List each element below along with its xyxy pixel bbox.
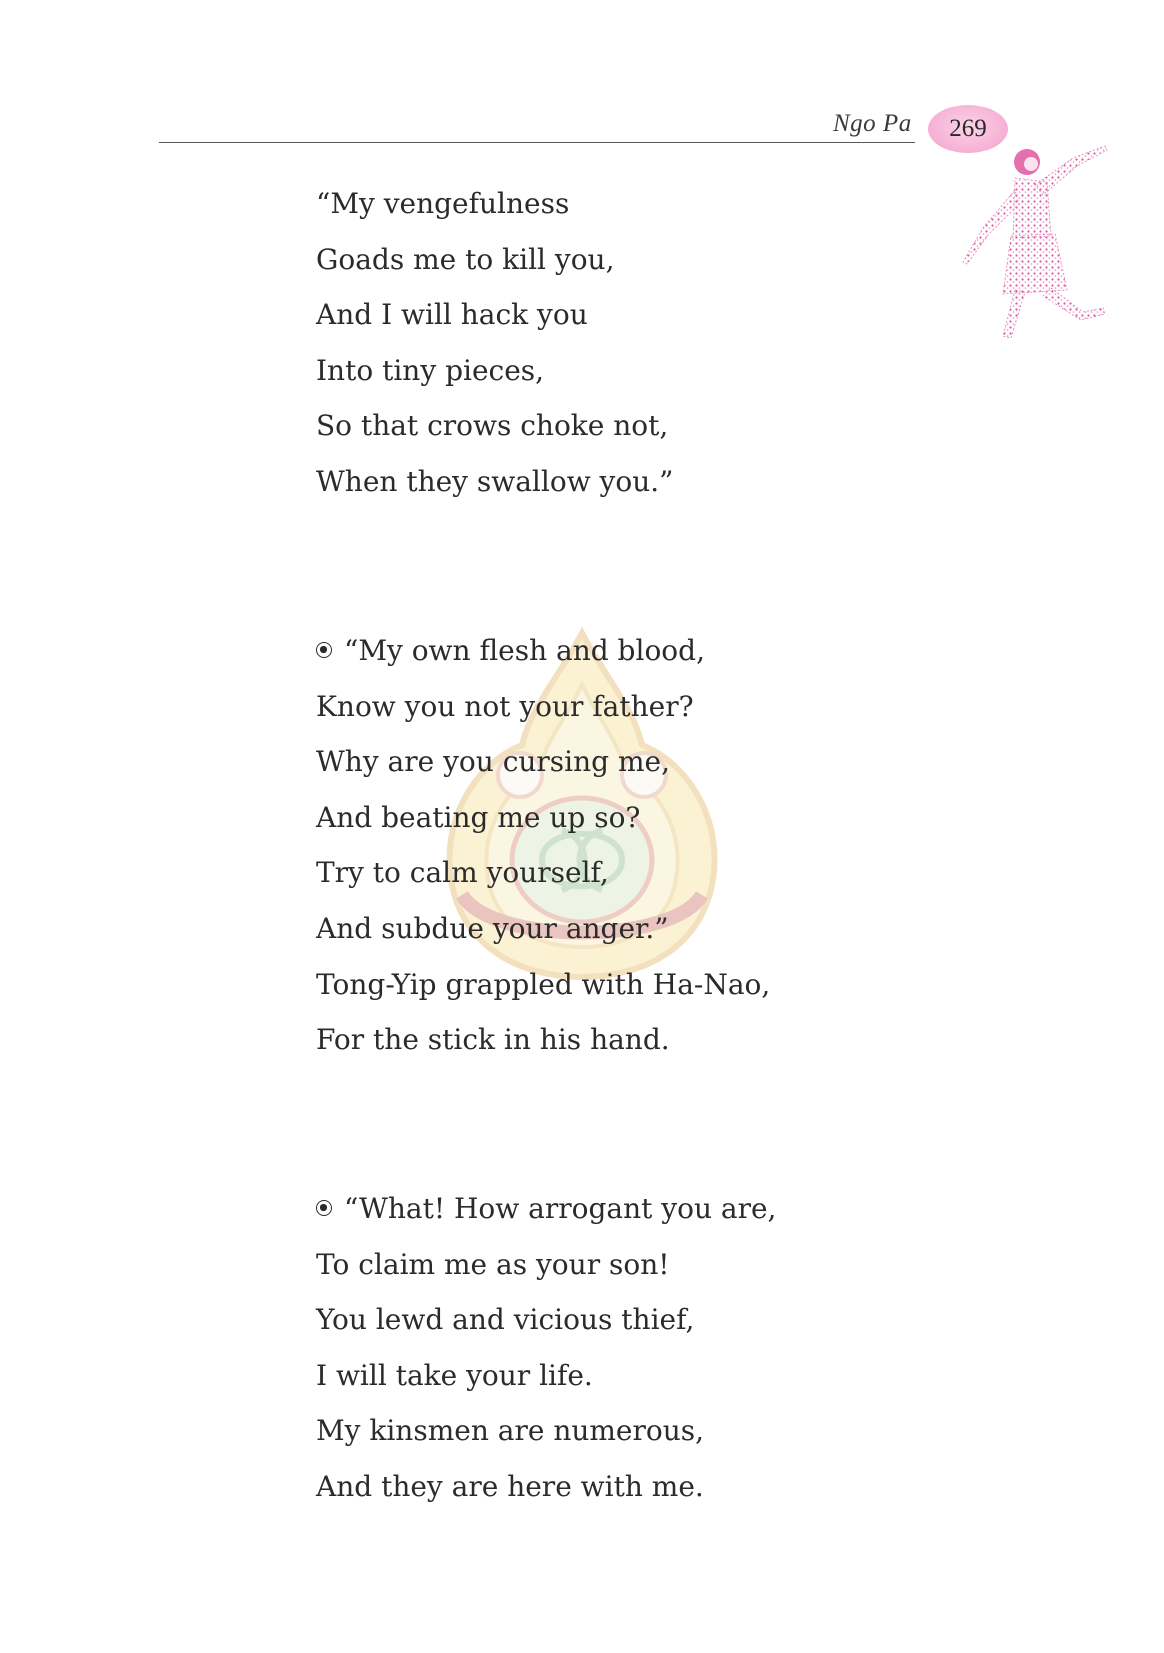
- header-rule: [159, 142, 915, 143]
- verse-line: Try to calm yourself,: [316, 856, 609, 890]
- verse-text: “My own flesh and blood,: [344, 634, 705, 667]
- verse-line: So that crows choke not,: [316, 409, 669, 443]
- verse-line: Know you not your father?: [316, 689, 694, 723]
- verse-text: “What! How arrogant you are,: [344, 1192, 777, 1225]
- verse-line: And subdue your anger.”: [316, 911, 669, 945]
- verse-line: Tong-Yip grappled with Ha-Nao,: [316, 967, 771, 1001]
- verse-line: [316, 623, 770, 679]
- page-number: 269: [949, 115, 987, 142]
- verse-line: For the stick in his hand.: [316, 1023, 670, 1057]
- verse-line: Goads me to kill you,: [316, 242, 615, 276]
- verse-line: To claim me as your son!: [316, 1247, 670, 1281]
- verse-line: And I will hack you: [316, 298, 588, 332]
- stanza-3: [316, 1181, 776, 1515]
- stanza-bullet-icon: [316, 642, 332, 658]
- dancer-ornament-icon: [955, 140, 1125, 350]
- verse-line: And beating me up so?: [316, 800, 641, 834]
- verse-line: I will take your life.: [316, 1358, 593, 1392]
- verse-line: [316, 1181, 776, 1237]
- verse-line: “My vengefulness: [316, 187, 570, 220]
- verse-line: Why are you cursing me,: [316, 745, 670, 779]
- stanza-1: [316, 176, 673, 510]
- verse-line: Into tiny pieces,: [316, 353, 545, 387]
- verse-line: And they are here with me.: [316, 1469, 704, 1503]
- verse-line: You lewd and vicious thief,: [316, 1303, 695, 1337]
- stanza-2: [316, 623, 770, 1068]
- verse-line: When they swallow you.”: [316, 464, 674, 498]
- running-title: Ngo Pa: [833, 110, 912, 137]
- stanza-bullet-icon: [316, 1200, 332, 1216]
- verse-line: My kinsmen are numerous,: [316, 1414, 705, 1448]
